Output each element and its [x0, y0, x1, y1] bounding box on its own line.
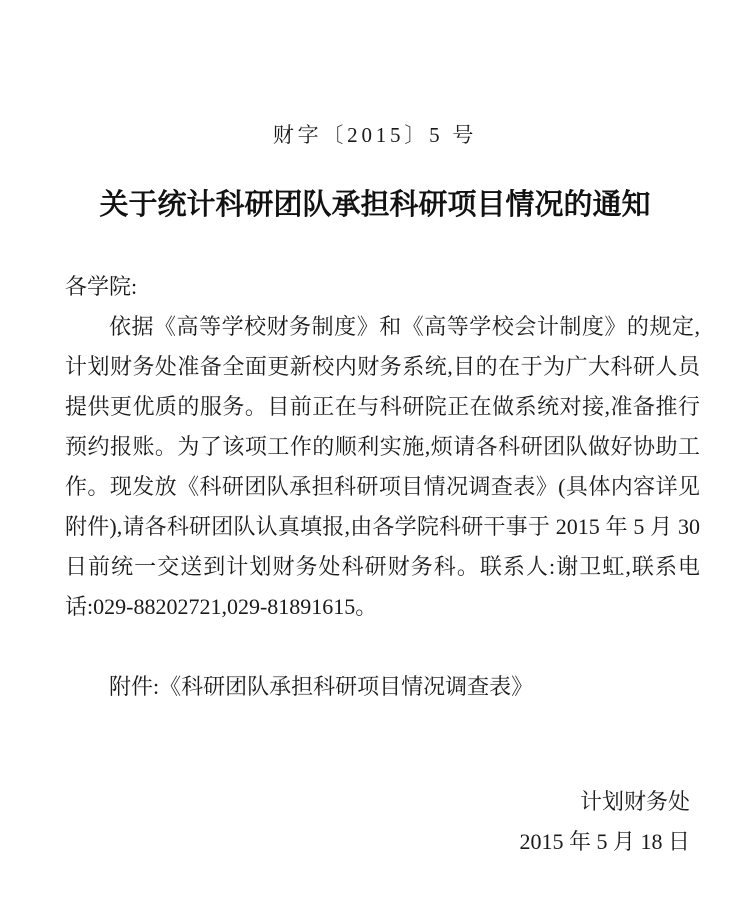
- doc-number: 财字〔2015〕5 号: [272, 123, 478, 147]
- body-paragraph: 依据《高等学校财务制度》和《高等学校会计制度》的规定,计划财务处准备全面更新校内财务系统,目的在于为广大科研人员提供更优质的服务。目前正在与科研院正在做系统对接,准备推行预约报账。为了该项工作的顺利实施,烦请各科研团队做好协助工作。现发放《科研团队承担科研项目情况调查表》(具体内容详见附件),请各科研团队认真填报,由各学院科研干事于 2015 年 5 月 30 日前统一交送到计划财务处科研财务科。联系人:谢卫虹,联系电话:029-88202721,029-81891615。: [65, 314, 700, 619]
- attachment-line: 附件:《科研团队承担科研项目情况调查表》: [109, 674, 534, 699]
- signature-date: 2015 年 5 月 18 日: [519, 829, 690, 854]
- document-body: [65, 267, 700, 627]
- salutation: 各学院:: [65, 274, 138, 299]
- document-title: 关于统计科研团队承担科研项目情况的通知: [99, 189, 651, 221]
- signer-department: 计划财务处: [579, 789, 690, 814]
- signature-block: [519, 782, 690, 862]
